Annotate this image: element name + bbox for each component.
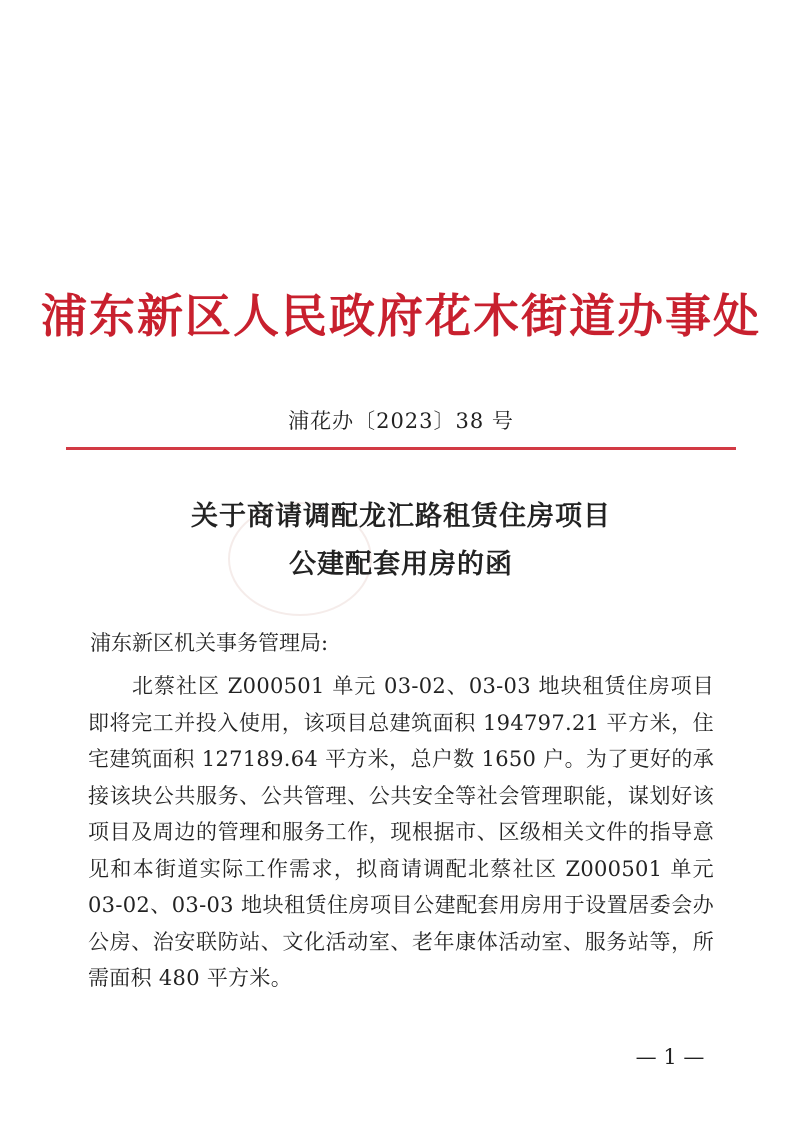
salutation: 浦东新区机关事务管理局:	[90, 631, 329, 655]
subject-line-2: 公建配套用房的函	[289, 549, 513, 580]
red-separator-line	[66, 447, 736, 450]
document-number: 浦花办〔2023〕38 号	[288, 409, 514, 433]
document-subject	[0, 493, 802, 589]
page-number: — 1 —	[635, 1045, 705, 1069]
body-paragraph: 北蔡社区 Z000501 单元 03-02、03-03 地块租赁住房项目即将完工并投入使用，该项目总建筑面积 194797.21 平方米，住宅建筑面积 127189.64 平方米，总户数 1650 户。为了更好的承接该块公共服务、公共管理、公共安全等社会管理职能，谋划好该项目及周边的管理和服务工作，现根据市、区级相关文件的指导意见和本街道实际工作需求，拟商请调配北蔡社区 Z000501 单元 03-02、03-03 地块租赁住房项目公建配套用房用于设置居委会办公房、治安联防站、文化活动室、老年康体活动室、服务站等，所需面积 480 平方米。	[88, 674, 714, 990]
issuer-header: 浦东新区人民政府花木街道办事处	[41, 289, 761, 343]
subject-line-1: 关于商请调配龙汇路租赁住房项目	[191, 501, 611, 532]
